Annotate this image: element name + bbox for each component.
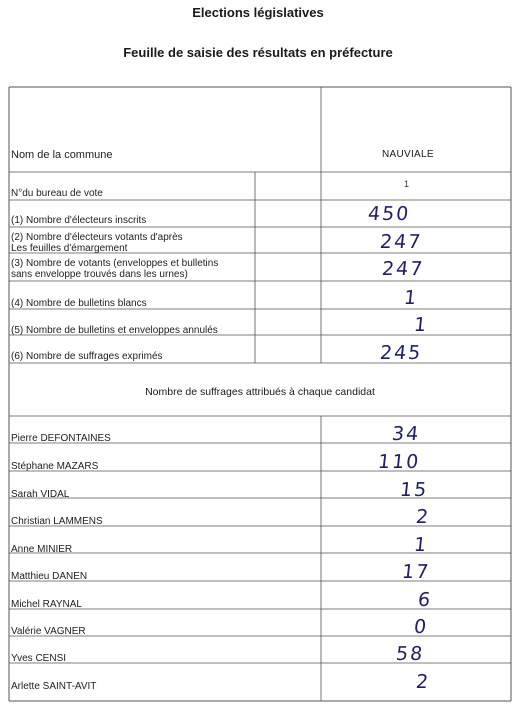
field-value-blancs: 1 [402, 287, 420, 309]
document-subtitle: Feuille de saisie des résultats en préfecture [123, 45, 393, 60]
candidate-name: Stéphane MAZARS [11, 461, 99, 472]
candidate-votes: 2 [414, 506, 432, 528]
candidate-votes: 34 [390, 423, 422, 445]
field-value-inscrits: 450 [366, 203, 412, 225]
document-title: Elections législatives [192, 5, 324, 20]
candidate-votes: 110 [376, 451, 422, 473]
candidate-votes: 0 [412, 616, 430, 638]
candidate-name: Arlette SAINT-AVIT [11, 681, 97, 692]
commune-value: NAUVIALE [382, 149, 434, 160]
field-label-inscrits: (1) Nombre d'électeurs inscrits [11, 215, 147, 226]
field-label-votants-emargement: (2) Nombre d'électeurs votants d'après Les feuilles d'émargement [11, 232, 183, 254]
candidate-name: Yves CENSI [11, 653, 67, 664]
candidate-name: Michel RAYNAL [11, 599, 82, 610]
field-label-votants-urnes: (3) Nombre de votants (enveloppes et bulletins sans enveloppe trouvés dans les urnes) [11, 258, 219, 280]
candidate-name: Sarah VIDAL [11, 489, 70, 500]
candidate-votes: 1 [412, 534, 430, 556]
candidate-name: Matthieu DANEN [11, 571, 88, 582]
candidate-votes: 58 [394, 643, 426, 665]
candidate-name: Pierre DEFONTAINES [11, 433, 111, 444]
candidate-name: Christian LAMMENS [11, 516, 103, 527]
field-value-exprimes: 245 [378, 342, 424, 364]
field-value-votants-urnes: 247 [380, 258, 426, 280]
candidate-votes: 2 [414, 671, 432, 693]
field-label-blancs: (4) Nombre de bulletins blancs [11, 298, 147, 309]
candidates-section-title: Nombre de suffrages attribués à chaque candidat [145, 386, 375, 398]
candidate-votes: 15 [398, 479, 430, 501]
commune-label: Nom de la commune [11, 149, 113, 161]
bureau-value: 1 [404, 179, 410, 189]
candidate-votes: 17 [400, 561, 432, 583]
results-form-table [8, 86, 512, 702]
field-label-annules: (5) Nombre de bulletins et enveloppes annulés [11, 325, 218, 336]
candidate-name: Anne MINIER [11, 544, 73, 555]
field-label-exprimes: (6) Nombre de suffrages exprimés [11, 351, 163, 362]
candidate-name: Valérie VAGNER [11, 626, 86, 637]
candidate-votes: 6 [416, 589, 434, 611]
field-value-votants-emargement: 247 [378, 231, 424, 253]
bureau-label: N°du bureau de vote [11, 188, 103, 199]
field-value-annules: 1 [412, 314, 430, 336]
